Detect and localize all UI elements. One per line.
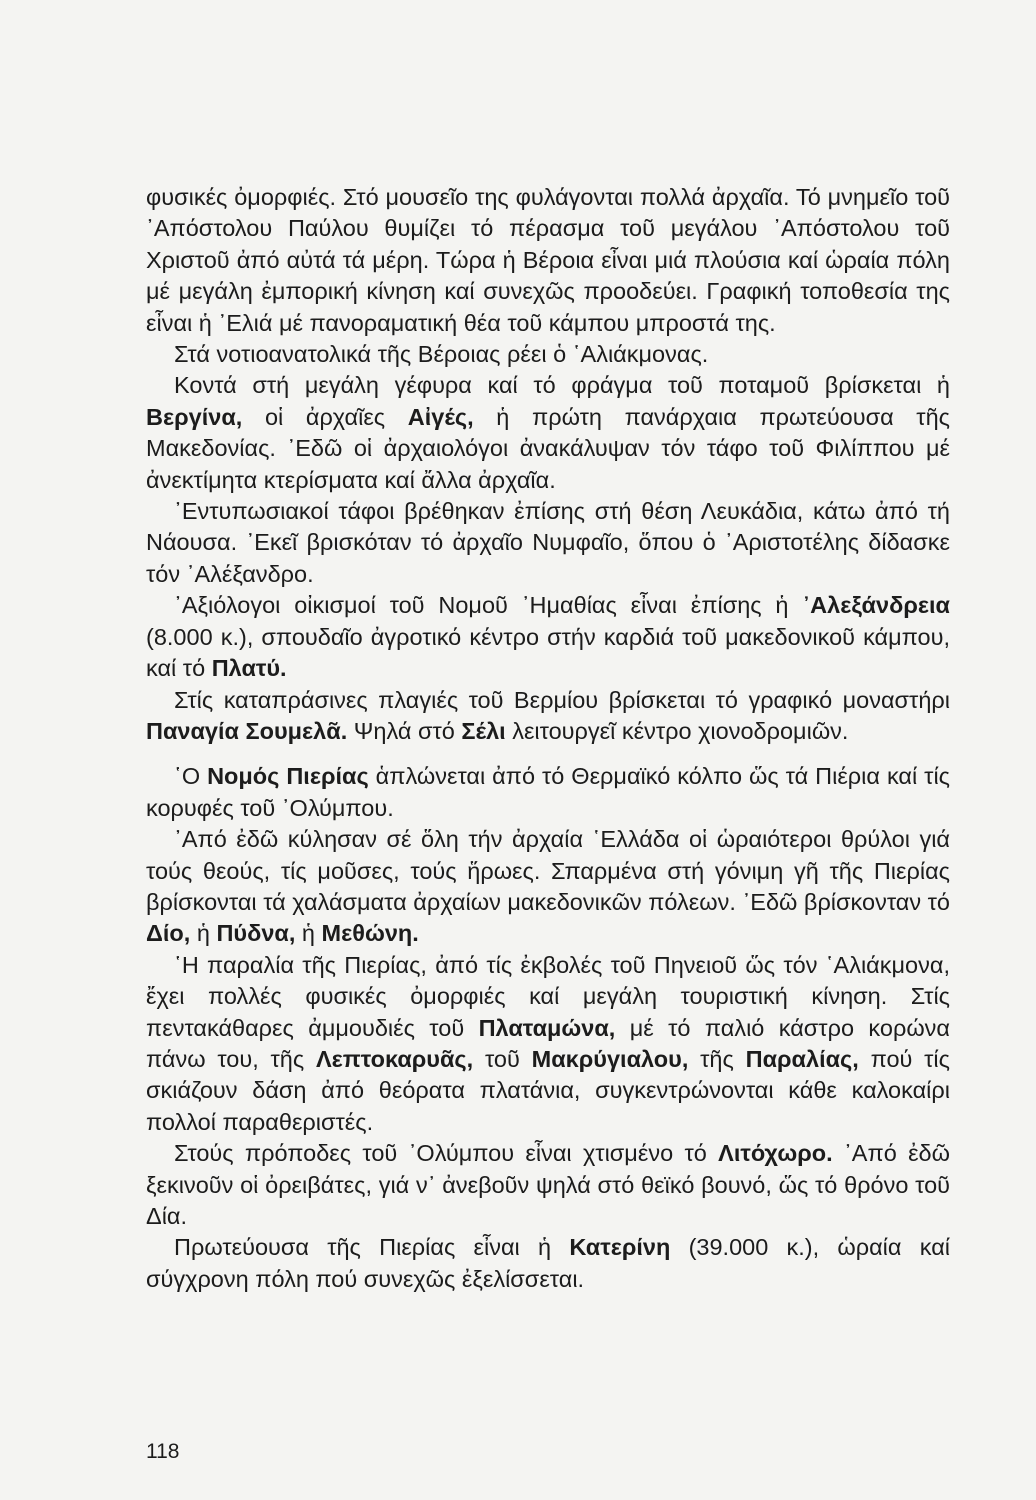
text-run: ἁπλώνεται ἀπό τό Θερμαϊκό κόλπο ὥς τά Πιέρια καί τίς κορυφές τοῦ ᾿Ολύμπου. bbox=[146, 763, 951, 821]
body-text bbox=[146, 182, 950, 1295]
text-run: Ψηλά στό bbox=[347, 717, 462, 744]
paragraph bbox=[146, 339, 950, 370]
bold-place-name: Σέλι bbox=[461, 717, 506, 744]
paragraph bbox=[146, 1138, 950, 1232]
text-run: φυσικές ὀμορφιές. Στό μουσεῖο της φυλάγονται πολλά ἀρχαῖα. Τό μνημεῖο τοῦ ᾿Απόστολου Παύλου θυμίζει τό πέρασμα τοῦ μεγάλου ᾿Απόστολου τοῦ Χριστοῦ ἀπό αὐτά τά μέρη. Τώρα ἡ Βέροια εἶναι μιά πλούσια καί ὡραία πόλη μέ μεγάλη ἐμπορική κίνηση καί συνεχῶς προοδεύει. Γραφική τοποθεσία της εἶναι ἡ ᾿Ελιά μέ πανοραματική θέα τοῦ κάμπου μπροστά της. bbox=[146, 184, 950, 336]
paragraph bbox=[146, 370, 950, 496]
bold-place-name: Πύδνα, bbox=[216, 920, 296, 947]
text-run: τοῦ bbox=[473, 1045, 532, 1072]
text-run: ἡ bbox=[295, 920, 322, 947]
text-run: λειτουργεῖ κέντρο χιονοδρομιῶν. bbox=[505, 717, 849, 744]
text-run: (39.000 κ.), ὡραία καί σύγχρονη πόλη πού συνεχῶς ἐξελίσσεται. bbox=[146, 1234, 950, 1292]
text-run: ᾿Από ἐδῶ ξεκινοῦν οἱ ὀρειβάτες, γιά ν᾿ ἀνεβοῦν ψηλά στό θεϊκό βουνό, ὥς τό θρόνο τοῦ Δία. bbox=[146, 1140, 950, 1229]
text-run: μέ τό παλιό κάστρο κορώνα πάνω του, τῆς bbox=[146, 1014, 951, 1072]
text-run: Κοντά στή μεγάλη γέφυρα καί τό φράγμα τοῦ ποταμοῦ βρίσκεται ἡ bbox=[174, 372, 950, 399]
paragraph bbox=[146, 1232, 950, 1295]
paragraph bbox=[146, 761, 950, 824]
bold-place-name: ᾿Αλεξάνδρεια bbox=[802, 592, 950, 619]
paragraph bbox=[146, 950, 950, 1138]
bold-place-name: Νομός Πιερίας bbox=[207, 763, 369, 790]
paragraph bbox=[146, 685, 950, 748]
text-run: ᾿Από ἐδῶ κύλησαν σέ ὅλη τήν ἀρχαία ῾Ελλάδα οἱ ὡραιότεροι θρύλοι γιά τούς θεούς, τίς μοῦσες, τούς ἥρωες. Σπαρμένα στή γόνιμη γῆ τῆς Πιερίας βρίσκονται τά χαλάσματα ἀρχαίων μακεδονικῶν πόλεων. ᾿Εδῶ βρίσκονταν τό bbox=[146, 826, 950, 915]
text-run: οἱ ἀρχαῖες bbox=[242, 403, 408, 430]
text-run: ᾿Εντυπωσιακοί τάφοι βρέθηκαν ἐπίσης στή θέση Λευκάδια, κάτω ἀπό τή Νάουσα. ᾿Εκεῖ βρισκόταν τό ἀρχαῖο Νυμφαῖο, ὅπου ὁ ᾿Αριστοτέλης δίδασκε τόν ᾿Αλέξανδρο. bbox=[146, 498, 950, 587]
bold-place-name: Πλατύ. bbox=[211, 655, 287, 682]
bold-place-name: Αἰγές, bbox=[407, 403, 474, 430]
bold-place-name: Βεργίνα, bbox=[146, 403, 243, 430]
bold-place-name: Πλαταμώνα, bbox=[478, 1014, 616, 1041]
text-run: Στά νοτιοανατολικά τῆς Βέροιας ρέει ὁ ῾Αλιάκμονας. bbox=[174, 341, 709, 368]
bold-place-name: Κατερίνη bbox=[569, 1234, 671, 1261]
text-run: ἡ bbox=[190, 920, 217, 947]
text-run: ῾Ο bbox=[174, 763, 208, 790]
bold-place-name: Παναγία Σουμελᾶ. bbox=[146, 717, 348, 744]
text-run: (8.000 κ.), σπουδαῖο ἀγροτικό κέντρο στήν καρδιά τοῦ μακεδονικοῦ κάμπου, καί τό bbox=[146, 623, 950, 682]
bold-place-name: Λεπτοκαρυᾶς, bbox=[315, 1045, 474, 1072]
paragraph bbox=[146, 182, 950, 339]
paragraph bbox=[146, 496, 950, 590]
bold-place-name: Λιτόχωρο. bbox=[718, 1140, 833, 1167]
page-number: 118 bbox=[146, 1440, 180, 1463]
text-run: Στίς καταπράσινες πλαγιές τοῦ Βερμίου βρίσκεται τό γραφικό μοναστήρι bbox=[174, 686, 950, 713]
bold-place-name: Μακρύγιαλου, bbox=[531, 1045, 689, 1072]
text-run: ῾Η παραλία τῆς Πιερίας, ἀπό τίς ἐκβολές τοῦ Πηνειοῦ ὥς τόν ῾Αλιάκμονα, ἔχει πολλές φυσικές ὀμορφιές καί μεγάλη τουριστική κίνηση. Στίς πεντακάθαρες ἀμμουδιές τοῦ bbox=[146, 951, 950, 1041]
text-run: ᾿Αξιόλογοι οἰκισμοί τοῦ Νομοῦ ᾿Ημαθίας εἶναι ἐπίσης ἡ bbox=[174, 592, 803, 619]
bold-place-name: Παραλίας, bbox=[745, 1045, 859, 1072]
text-run: τῆς bbox=[688, 1045, 746, 1072]
paragraph bbox=[146, 824, 950, 950]
text-run: Πρωτεύουσα τῆς Πιερίας εἶναι ἡ bbox=[174, 1234, 570, 1261]
bold-place-name: Μεθώνη. bbox=[321, 920, 419, 947]
text-run: πού τίς σκιάζουν δάση ἀπό θεόρατα πλατάνια, συγκεντρώνονται κάθε καλοκαίρι πολλοί παραθεριστές. bbox=[146, 1045, 950, 1135]
bold-place-name: Δίο, bbox=[146, 920, 191, 947]
text-run: ἡ πρώτη πανάρχαια πρωτεύουσα τῆς Μακεδονίας. ᾿Εδῶ οἱ ἀρχαιολόγοι ἀνακάλυψαν τόν τάφο τοῦ Φιλίππου μέ ἀνεκτίμητα κτερίσματα καί ἄλλα ἀρχαῖα. bbox=[146, 403, 950, 493]
paragraph bbox=[146, 590, 950, 684]
text-run: Στούς πρόποδες τοῦ ᾿Ολύμπου εἶναι χτισμένο τό bbox=[174, 1140, 719, 1167]
